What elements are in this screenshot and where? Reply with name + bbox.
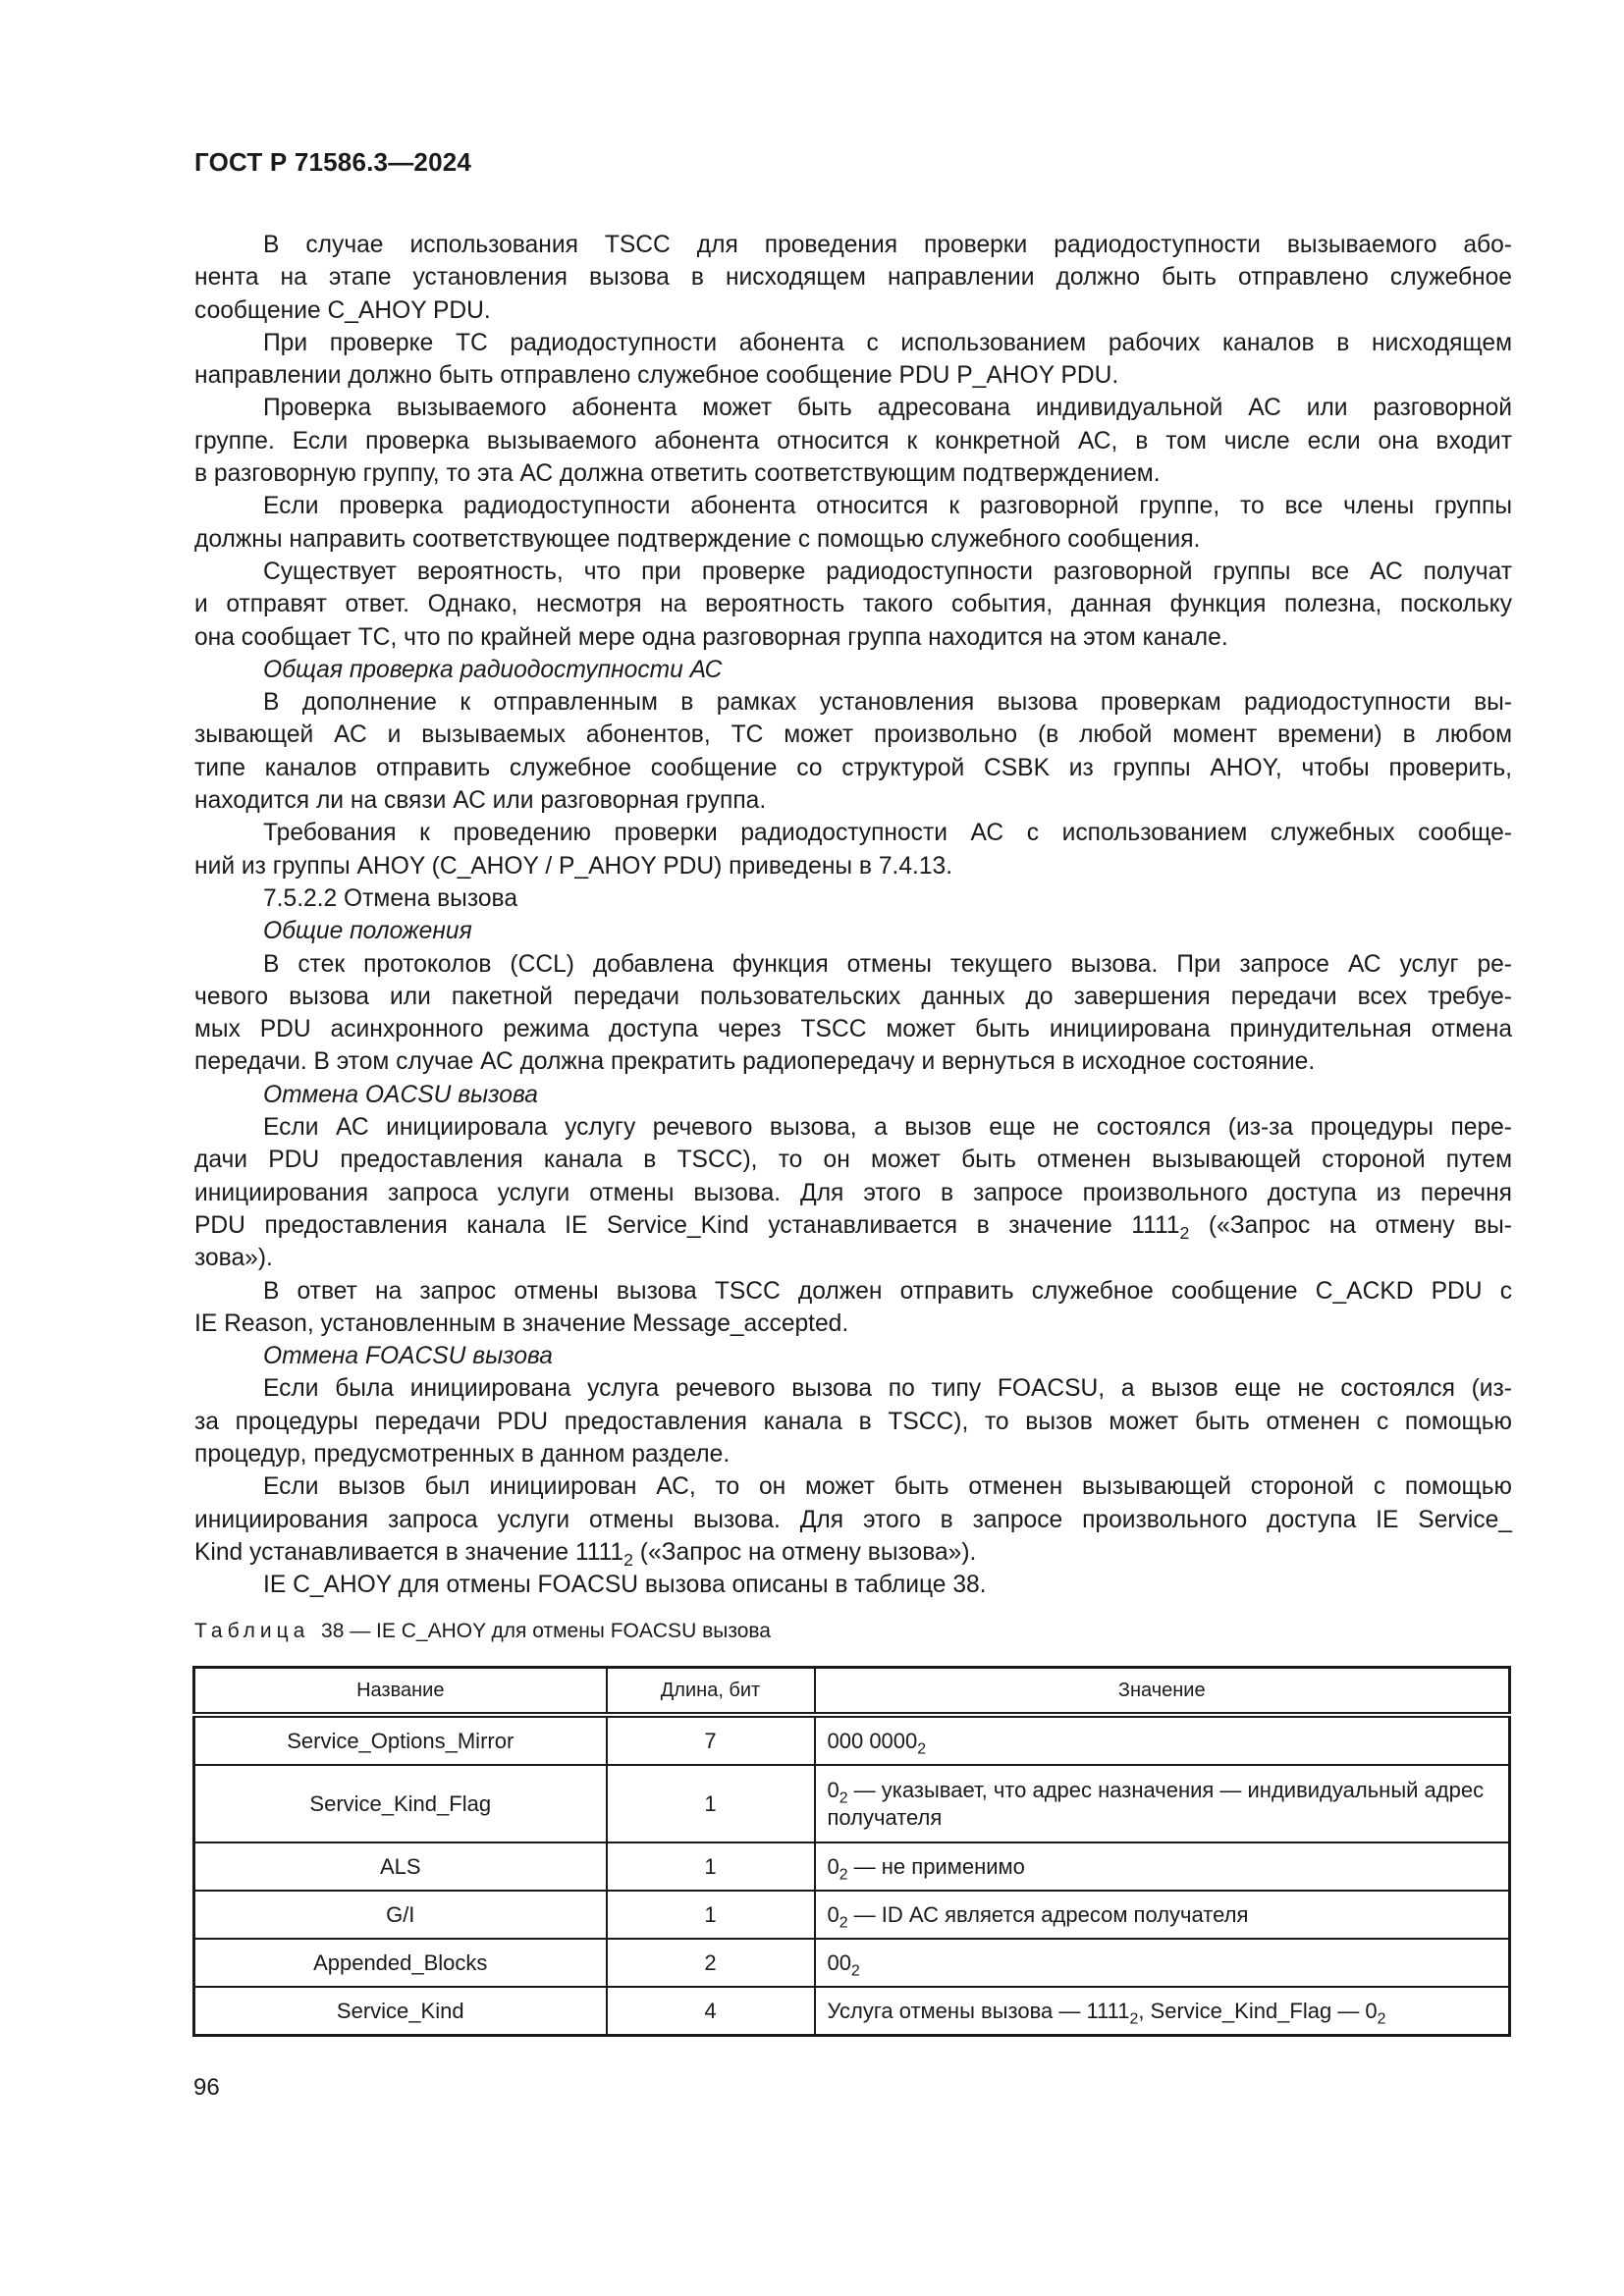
- column-header-length: Длина, бит: [607, 1668, 815, 1716]
- cell-value: [815, 1891, 1510, 1939]
- text-line: типе каналов отправить служебное сообщение со структурой CSBK из группы AHOY, чтобы проверить,: [194, 754, 1512, 781]
- text-line: Общая проверка радиодоступности АС: [263, 656, 723, 683]
- text-line: Проверка вызываемого абонента может быть адресована индивидуальной АС или разговорной: [263, 395, 1512, 422]
- cell-value: [815, 1715, 1510, 1765]
- document-header: ГОСТ Р 71586.3—2024: [194, 147, 472, 177]
- paragraph: [194, 1372, 1512, 1470]
- text-line: В ответ на запрос отмены вызова TSCC должен отправить служебное сообщение C_ACKD PDU с: [263, 1277, 1512, 1305]
- text-line: IE Reason, установленным в значение Message_accepted.: [194, 1309, 849, 1337]
- paragraph: [194, 1275, 1512, 1341]
- table-caption: [194, 1620, 771, 1643]
- text-line: IE C_AHOY для отмены FOACSU вызова описаны в таблице 38.: [263, 1572, 987, 1599]
- paragraph: [194, 686, 1512, 817]
- cell-name: G/I: [194, 1891, 607, 1939]
- text-line: 7.5.2.2 Отмена вызова: [263, 884, 518, 912]
- text-line: Kind устанавливается в значение $1111_2$ («Запрос на отмену вызова»).: [194, 1538, 977, 1571]
- text-line: сообщение C_AHOY PDU.: [194, 296, 491, 324]
- table-row: [194, 1891, 1510, 1939]
- value-subscript: 2: [1377, 2010, 1386, 2028]
- paragraph: [194, 948, 1512, 1079]
- text-line: В дополнение к отправленным в рамках установления вызова проверкам радиодоступности вы-: [263, 689, 1512, 717]
- text-line: нента на этапе установления вызова в нисходящем направлении должно быть отправлено служебное: [194, 264, 1512, 292]
- text-line: PDU предоставления канала IE Service_Kind устанавливается в значение $1111_2$ («Запрос на отмену вы-: [194, 1211, 1512, 1244]
- paragraph: [194, 1470, 1512, 1569]
- cell-name: Appended_Blocks: [194, 1939, 607, 1987]
- cell-value: [815, 1987, 1510, 2036]
- value-text: 0: [827, 1853, 839, 1879]
- cell-length: 1: [607, 1765, 815, 1842]
- cell-name: ALS: [194, 1842, 607, 1891]
- text-line: Если была инициирована услуга речевого вызова по типу FOACSU, а вызов еще не состоялся (из-: [263, 1375, 1512, 1403]
- value-text: — ID АС является адресом получателя: [847, 1901, 1249, 1927]
- paragraph: [194, 882, 1512, 915]
- text-line: процедур, предусмотренных в данном разделе.: [194, 1440, 731, 1468]
- text-line: ний из группы AHOY (C_AHOY / P_AHOY PDU) приведены в 7.4.13.: [194, 852, 953, 880]
- value-text: 00: [827, 1949, 851, 1975]
- page-number: 96: [193, 2074, 220, 2101]
- column-header-value: Значение: [815, 1668, 1510, 1716]
- text-line: В стек протоколов (CCL) добавлена функция отмены текущего вызова. При запросе АС услуг ре-: [263, 950, 1512, 978]
- body-text: [194, 229, 1512, 1601]
- value-text: 000 0000: [827, 1728, 918, 1753]
- value-subscript: 2: [839, 1789, 848, 1807]
- text-line: зывающей АС и вызываемых абонентов, ТС может произвольно (в любой момент времени) в любом: [194, 721, 1512, 749]
- table-row: [194, 1987, 1510, 2036]
- cell-value: [815, 1765, 1510, 1842]
- subscript: 2: [623, 1550, 633, 1571]
- text-line: передачи. В этом случае АС должна прекратить радиопередачу и вернуться в исходное состояние.: [194, 1048, 1316, 1076]
- text-line: направлении должно быть отправлено служебное сообщение PDU P_AHOY PDU.: [194, 362, 1119, 390]
- table-row: [194, 1842, 1510, 1891]
- value-text: 0: [827, 1777, 839, 1802]
- text-line: должны направить соответствующее подтверждение с помощью служебного сообщения.: [194, 525, 1201, 553]
- paragraph: [194, 327, 1512, 393]
- value-text: , Service_Kind_Flag — 0: [1138, 1998, 1378, 2023]
- text-line: чевого вызова или пакетной передачи пользовательских данных до завершения передачи всех требуе-: [194, 983, 1512, 1010]
- text-line: Отмена OACSU вызова: [263, 1081, 538, 1108]
- paragraph: [194, 229, 1512, 327]
- table-row: [194, 1765, 1510, 1842]
- cell-value: [815, 1939, 1510, 1987]
- text-line: В случае использования TSCC для проведения проверки радиодоступности вызываемого або-: [263, 232, 1512, 258]
- cell-length: 7: [607, 1715, 815, 1765]
- text-line: Если вызов был инициирован АС, то он может быть отменен вызывающей стороной с помощью: [263, 1473, 1512, 1501]
- paragraph: [194, 490, 1512, 556]
- subheading: [194, 654, 1512, 686]
- paragraph: [194, 1569, 1512, 1601]
- text-line: за процедуры передачи PDU предоставления канала в TSCC), то вызов может быть отменен с помощью: [194, 1408, 1512, 1435]
- paragraph: [194, 556, 1512, 654]
- text-line: мых PDU асинхронного режима доступа через TSCC может быть инициирована принудительная отмена: [194, 1016, 1512, 1043]
- value-subscript: 2: [1129, 2010, 1139, 2028]
- text-line: Общие положения: [263, 918, 472, 945]
- cell-length: 2: [607, 1939, 815, 1987]
- text-line: и отправят ответ. Однако, несмотря на вероятность такого события, данная функция полезна, поскольку: [194, 591, 1512, 618]
- text-line: группе. Если проверка вызываемого абонента относится к конкретной АС, в том числе если она входит: [194, 427, 1512, 454]
- cell-length: 1: [607, 1842, 815, 1891]
- value-text: 0: [827, 1901, 839, 1927]
- cell-length: 1: [607, 1891, 815, 1939]
- value-text: Услуга отмены вызова — 1111: [827, 1998, 1130, 2023]
- table-header-row: [194, 1668, 1510, 1716]
- value-subscript: 2: [917, 1740, 927, 1758]
- cell-name: Service_Kind_Flag: [194, 1765, 607, 1842]
- text-line: дачи PDU предоставления канала в TSCC), то он может быть отменен вызывающей стороной путем: [194, 1147, 1512, 1174]
- table-38: [192, 1666, 1511, 2037]
- column-header-name: Название: [194, 1668, 607, 1716]
- text-line: Требования к проведению проверки радиодоступности АС с использованием служебных сообще-: [263, 820, 1512, 847]
- subscript: 2: [1179, 1223, 1190, 1244]
- subheading: [194, 915, 1512, 947]
- text-line: зова»).: [194, 1245, 273, 1272]
- cell-value: [815, 1842, 1510, 1891]
- text-line: Отмена FOACSU вызова: [263, 1343, 553, 1370]
- paragraph: [194, 392, 1512, 490]
- text-line: Если АС инициировала услугу речевого вызова, а вызов еще не состоялся (из-за процедуры пере-: [263, 1114, 1512, 1142]
- text-line: в разговорную группу, то эта АС должна ответить соответствующим подтверждением.: [194, 460, 1161, 488]
- cell-name: Service_Options_Mirror: [194, 1715, 607, 1765]
- text-line: Если проверка радиодоступности абонента относится к разговорной группе, то все члены группы: [263, 493, 1512, 520]
- table-row: [194, 1939, 1510, 1987]
- value-text: — не применимо: [847, 1853, 1025, 1879]
- text-line: инициирования запроса услуги отмены вызова. Для этого в запросе произвольного доступа из перечня: [194, 1179, 1512, 1206]
- paragraph: [194, 1111, 1512, 1274]
- cell-length: 4: [607, 1987, 815, 2036]
- table-caption-label: Таблица: [194, 1620, 310, 1642]
- paragraph: [194, 817, 1512, 882]
- text-line: находится ли на связи АС или разговорная группа.: [194, 787, 767, 815]
- value-subscript: 2: [839, 1914, 848, 1932]
- table-row: [194, 1715, 1510, 1765]
- value-subscript: 2: [839, 1866, 848, 1884]
- table-caption-text: 38 — IE C_AHOY для отмены FOACSU вызова: [321, 1620, 771, 1642]
- value-subscript: 2: [850, 1962, 860, 1980]
- value-text: — указывает, что адрес назначения — индивидуальный адрес получателя: [827, 1777, 1485, 1830]
- cell-name: Service_Kind: [194, 1987, 607, 2036]
- text-line: При проверке ТС радиодоступности абонента с использованием рабочих каналов в нисходящем: [263, 329, 1512, 356]
- text-line: инициирования запроса услуги отмены вызова. Для этого в запросе произвольного доступа IE Service_: [194, 1506, 1512, 1533]
- text-line: она сообщает ТС, что по крайней мере одна разговорная группа находится на этом канале.: [194, 623, 1228, 651]
- subheading: [194, 1079, 1512, 1111]
- text-line: Существует вероятность, что при проверке радиодоступности разговорной группы все АС получат: [263, 558, 1512, 585]
- subheading: [194, 1340, 1512, 1372]
